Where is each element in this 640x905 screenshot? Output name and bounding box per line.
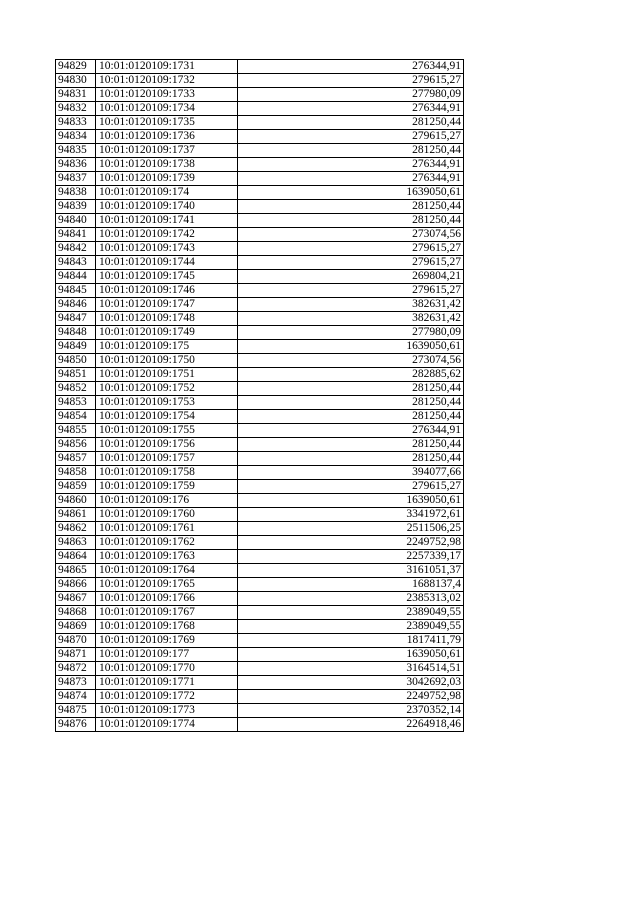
data-table xyxy=(55,59,464,732)
table-row xyxy=(56,284,464,298)
amount-cell: 2385313,02 xyxy=(238,592,464,606)
table-row xyxy=(56,354,464,368)
cadastral-number-cell: 10:01:0120109:1767 xyxy=(96,606,238,620)
cadastral-number-cell: 10:01:0120109:1764 xyxy=(96,564,238,578)
amount-cell: 2249752,98 xyxy=(238,690,464,704)
amount-cell: 1639050,61 xyxy=(238,340,464,354)
table-row xyxy=(56,88,464,102)
cadastral-number-cell: 10:01:0120109:175 xyxy=(96,340,238,354)
amount-cell: 273074,56 xyxy=(238,228,464,242)
table-row xyxy=(56,480,464,494)
table-row xyxy=(56,256,464,270)
table-row xyxy=(56,438,464,452)
row-number-cell: 94862 xyxy=(56,522,96,536)
amount-cell: 277980,09 xyxy=(238,326,464,340)
table-row xyxy=(56,242,464,256)
row-number-cell: 94844 xyxy=(56,270,96,284)
cadastral-number-cell: 10:01:0120109:1734 xyxy=(96,102,238,116)
amount-cell: 281250,44 xyxy=(238,144,464,158)
amount-cell: 2389049,55 xyxy=(238,620,464,634)
cadastral-number-cell: 10:01:0120109:1760 xyxy=(96,508,238,522)
table-row xyxy=(56,74,464,88)
cadastral-number-cell: 10:01:0120109:174 xyxy=(96,186,238,200)
row-number-cell: 94831 xyxy=(56,88,96,102)
cadastral-number-cell: 10:01:0120109:1732 xyxy=(96,74,238,88)
row-number-cell: 94854 xyxy=(56,410,96,424)
amount-cell: 3341972,61 xyxy=(238,508,464,522)
amount-cell: 269804,21 xyxy=(238,270,464,284)
row-number-cell: 94848 xyxy=(56,326,96,340)
amount-cell: 281250,44 xyxy=(238,382,464,396)
amount-cell: 281250,44 xyxy=(238,200,464,214)
row-number-cell: 94868 xyxy=(56,606,96,620)
table-row xyxy=(56,270,464,284)
row-number-cell: 94837 xyxy=(56,172,96,186)
table-row xyxy=(56,396,464,410)
cadastral-number-cell: 10:01:0120109:1765 xyxy=(96,578,238,592)
cadastral-number-cell: 10:01:0120109:1744 xyxy=(96,256,238,270)
table-row xyxy=(56,340,464,354)
row-number-cell: 94867 xyxy=(56,592,96,606)
amount-cell: 281250,44 xyxy=(238,438,464,452)
cadastral-number-cell: 10:01:0120109:177 xyxy=(96,648,238,662)
row-number-cell: 94856 xyxy=(56,438,96,452)
row-number-cell: 94857 xyxy=(56,452,96,466)
row-number-cell: 94871 xyxy=(56,648,96,662)
amount-cell: 276344,91 xyxy=(238,158,464,172)
amount-cell: 394077,66 xyxy=(238,466,464,480)
cadastral-number-cell: 10:01:0120109:1754 xyxy=(96,410,238,424)
cadastral-number-cell: 10:01:0120109:1746 xyxy=(96,284,238,298)
amount-cell: 276344,91 xyxy=(238,102,464,116)
amount-cell: 273074,56 xyxy=(238,354,464,368)
row-number-cell: 94836 xyxy=(56,158,96,172)
row-number-cell: 94833 xyxy=(56,116,96,130)
amount-cell: 281250,44 xyxy=(238,116,464,130)
row-number-cell: 94842 xyxy=(56,242,96,256)
table-row xyxy=(56,662,464,676)
amount-cell: 3161051,37 xyxy=(238,564,464,578)
amount-cell: 282885,62 xyxy=(238,368,464,382)
table-row xyxy=(56,690,464,704)
amount-cell: 279615,27 xyxy=(238,480,464,494)
table-row xyxy=(56,368,464,382)
cadastral-number-cell: 10:01:0120109:1748 xyxy=(96,312,238,326)
table-row xyxy=(56,102,464,116)
cadastral-number-cell: 10:01:0120109:1736 xyxy=(96,130,238,144)
amount-cell: 281250,44 xyxy=(238,214,464,228)
cadastral-number-cell: 10:01:0120109:1739 xyxy=(96,172,238,186)
table-row xyxy=(56,172,464,186)
amount-cell: 2389049,55 xyxy=(238,606,464,620)
table-row xyxy=(56,606,464,620)
table-row xyxy=(56,312,464,326)
row-number-cell: 94874 xyxy=(56,690,96,704)
amount-cell: 279615,27 xyxy=(238,256,464,270)
amount-cell: 1639050,61 xyxy=(238,648,464,662)
row-number-cell: 94841 xyxy=(56,228,96,242)
amount-cell: 276344,91 xyxy=(238,424,464,438)
cadastral-number-cell: 10:01:0120109:1747 xyxy=(96,298,238,312)
cadastral-number-cell: 10:01:0120109:1774 xyxy=(96,718,238,732)
table-row xyxy=(56,536,464,550)
cadastral-number-cell: 10:01:0120109:1752 xyxy=(96,382,238,396)
cadastral-number-cell: 10:01:0120109:1761 xyxy=(96,522,238,536)
amount-cell: 281250,44 xyxy=(238,410,464,424)
table-row xyxy=(56,634,464,648)
row-number-cell: 94851 xyxy=(56,368,96,382)
cadastral-number-cell: 10:01:0120109:1757 xyxy=(96,452,238,466)
cadastral-number-cell: 10:01:0120109:176 xyxy=(96,494,238,508)
cadastral-number-cell: 10:01:0120109:1731 xyxy=(96,60,238,74)
row-number-cell: 94845 xyxy=(56,284,96,298)
table-row xyxy=(56,424,464,438)
row-number-cell: 94834 xyxy=(56,130,96,144)
amount-cell: 1817411,79 xyxy=(238,634,464,648)
amount-cell: 281250,44 xyxy=(238,396,464,410)
table-row xyxy=(56,522,464,536)
cadastral-number-cell: 10:01:0120109:1773 xyxy=(96,704,238,718)
cadastral-number-cell: 10:01:0120109:1740 xyxy=(96,200,238,214)
table-row xyxy=(56,200,464,214)
row-number-cell: 94861 xyxy=(56,508,96,522)
table-row xyxy=(56,186,464,200)
amount-cell: 1688137,4 xyxy=(238,578,464,592)
cadastral-number-cell: 10:01:0120109:1733 xyxy=(96,88,238,102)
cadastral-number-cell: 10:01:0120109:1738 xyxy=(96,158,238,172)
amount-cell: 2370352,14 xyxy=(238,704,464,718)
table-row xyxy=(56,620,464,634)
cadastral-number-cell: 10:01:0120109:1772 xyxy=(96,690,238,704)
table-row xyxy=(56,452,464,466)
row-number-cell: 94847 xyxy=(56,312,96,326)
amount-cell: 2264918,46 xyxy=(238,718,464,732)
row-number-cell: 94873 xyxy=(56,676,96,690)
cadastral-number-cell: 10:01:0120109:1758 xyxy=(96,466,238,480)
amount-cell: 1639050,61 xyxy=(238,494,464,508)
cadastral-number-cell: 10:01:0120109:1771 xyxy=(96,676,238,690)
table-row xyxy=(56,158,464,172)
amount-cell: 276344,91 xyxy=(238,172,464,186)
row-number-cell: 94852 xyxy=(56,382,96,396)
row-number-cell: 94846 xyxy=(56,298,96,312)
cadastral-number-cell: 10:01:0120109:1769 xyxy=(96,634,238,648)
row-number-cell: 94860 xyxy=(56,494,96,508)
row-number-cell: 94855 xyxy=(56,424,96,438)
amount-cell: 279615,27 xyxy=(238,74,464,88)
cadastral-number-cell: 10:01:0120109:1750 xyxy=(96,354,238,368)
table-row xyxy=(56,718,464,732)
table-row xyxy=(56,676,464,690)
cadastral-number-cell: 10:01:0120109:1770 xyxy=(96,662,238,676)
table-row xyxy=(56,144,464,158)
table-row xyxy=(56,116,464,130)
row-number-cell: 94849 xyxy=(56,340,96,354)
cadastral-number-cell: 10:01:0120109:1749 xyxy=(96,326,238,340)
table-row xyxy=(56,564,464,578)
amount-cell: 3164514,51 xyxy=(238,662,464,676)
table-row xyxy=(56,592,464,606)
table-row xyxy=(56,228,464,242)
row-number-cell: 94835 xyxy=(56,144,96,158)
table-row xyxy=(56,508,464,522)
cadastral-number-cell: 10:01:0120109:1755 xyxy=(96,424,238,438)
table-row xyxy=(56,60,464,74)
row-number-cell: 94869 xyxy=(56,620,96,634)
amount-cell: 382631,42 xyxy=(238,298,464,312)
table-row xyxy=(56,704,464,718)
row-number-cell: 94832 xyxy=(56,102,96,116)
table-row xyxy=(56,382,464,396)
amount-cell: 281250,44 xyxy=(238,452,464,466)
cadastral-number-cell: 10:01:0120109:1768 xyxy=(96,620,238,634)
table-row xyxy=(56,466,464,480)
amount-cell: 279615,27 xyxy=(238,130,464,144)
row-number-cell: 94850 xyxy=(56,354,96,368)
table-row xyxy=(56,494,464,508)
amount-cell: 382631,42 xyxy=(238,312,464,326)
row-number-cell: 94870 xyxy=(56,634,96,648)
cadastral-number-cell: 10:01:0120109:1741 xyxy=(96,214,238,228)
table-body xyxy=(56,60,464,732)
table-row xyxy=(56,550,464,564)
row-number-cell: 94875 xyxy=(56,704,96,718)
amount-cell: 2257339,17 xyxy=(238,550,464,564)
amount-cell: 2249752,98 xyxy=(238,536,464,550)
row-number-cell: 94843 xyxy=(56,256,96,270)
table-row xyxy=(56,326,464,340)
row-number-cell: 94876 xyxy=(56,718,96,732)
table-row xyxy=(56,648,464,662)
cadastral-number-cell: 10:01:0120109:1751 xyxy=(96,368,238,382)
table-row xyxy=(56,298,464,312)
row-number-cell: 94858 xyxy=(56,466,96,480)
cadastral-number-cell: 10:01:0120109:1766 xyxy=(96,592,238,606)
amount-cell: 1639050,61 xyxy=(238,186,464,200)
amount-cell: 277980,09 xyxy=(238,88,464,102)
row-number-cell: 94838 xyxy=(56,186,96,200)
amount-cell: 2511506,25 xyxy=(238,522,464,536)
row-number-cell: 94866 xyxy=(56,578,96,592)
table-row xyxy=(56,410,464,424)
row-number-cell: 94863 xyxy=(56,536,96,550)
amount-cell: 276344,91 xyxy=(238,60,464,74)
row-number-cell: 94839 xyxy=(56,200,96,214)
table-row xyxy=(56,214,464,228)
row-number-cell: 94829 xyxy=(56,60,96,74)
row-number-cell: 94864 xyxy=(56,550,96,564)
row-number-cell: 94865 xyxy=(56,564,96,578)
cadastral-number-cell: 10:01:0120109:1753 xyxy=(96,396,238,410)
amount-cell: 3042692,03 xyxy=(238,676,464,690)
table-row xyxy=(56,578,464,592)
row-number-cell: 94840 xyxy=(56,214,96,228)
cadastral-number-cell: 10:01:0120109:1756 xyxy=(96,438,238,452)
cadastral-number-cell: 10:01:0120109:1745 xyxy=(96,270,238,284)
cadastral-number-cell: 10:01:0120109:1742 xyxy=(96,228,238,242)
cadastral-number-cell: 10:01:0120109:1762 xyxy=(96,536,238,550)
cadastral-number-cell: 10:01:0120109:1763 xyxy=(96,550,238,564)
row-number-cell: 94859 xyxy=(56,480,96,494)
row-number-cell: 94872 xyxy=(56,662,96,676)
amount-cell: 279615,27 xyxy=(238,242,464,256)
row-number-cell: 94830 xyxy=(56,74,96,88)
cadastral-number-cell: 10:01:0120109:1759 xyxy=(96,480,238,494)
cadastral-number-cell: 10:01:0120109:1737 xyxy=(96,144,238,158)
table-row xyxy=(56,130,464,144)
row-number-cell: 94853 xyxy=(56,396,96,410)
amount-cell: 279615,27 xyxy=(238,284,464,298)
cadastral-number-cell: 10:01:0120109:1735 xyxy=(96,116,238,130)
cadastral-number-cell: 10:01:0120109:1743 xyxy=(96,242,238,256)
